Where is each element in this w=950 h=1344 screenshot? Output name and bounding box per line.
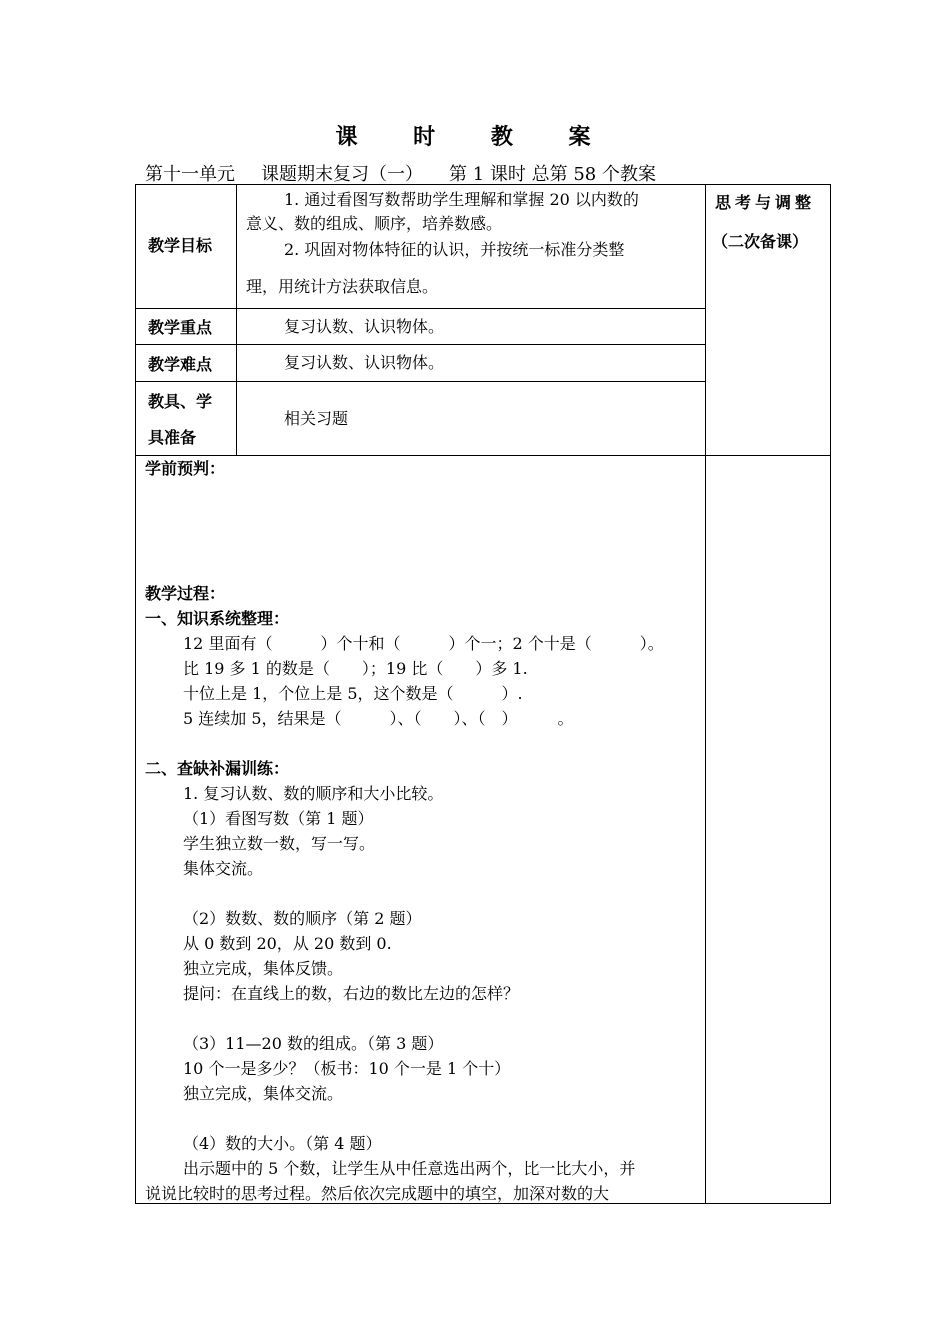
section1-line4: 5 连续加 5，结果是（ ）、（ ）、（ ） 。 [183, 709, 574, 728]
section1-line3: 十位上是 1，个位上是 5，这个数是（ ）. [183, 684, 523, 703]
tools-text: 相关习题 [284, 409, 349, 428]
key-label: 教学重点 [148, 318, 213, 337]
section2-line9: （3）11—20 数的组成。（第 3 题） [183, 1034, 444, 1053]
section2-line14: 说说比较时的思考过程。然后依次完成题中的填空，加深对数的大 [145, 1184, 610, 1203]
tools-label-line2: 具准备 [148, 428, 197, 447]
tools-label-line1: 教具、学 [148, 392, 213, 411]
section1-line1: 12 里面有（ ）个十和（ ）个一；2 个十是（ ）。 [183, 634, 664, 653]
process-heading: 教学过程： [145, 584, 226, 603]
prejudge-heading: 学前预判： [145, 459, 226, 478]
lesson-subtitle [145, 160, 656, 186]
section2-line5: （2）数数、数的顺序（第 2 题） [183, 909, 422, 928]
unit-label: 第十一单元 [145, 164, 235, 185]
section2-line11: 独立完成，集体交流。 [183, 1084, 344, 1103]
section2-line7: 独立完成，集体反馈。 [183, 959, 344, 978]
section2-line4: 集体交流。 [183, 859, 264, 878]
section2-line6: 从 0 数到 20，从 20 数到 0. [183, 934, 392, 953]
side-header-subtitle: （二次备课） [712, 232, 809, 251]
page-title: 课 时 教 案 [335, 125, 615, 150]
goal-text-line2: 意义、数的组成、顺序，培养数感。 [246, 214, 503, 233]
section2-heading: 二、查缺补漏训练： [145, 759, 290, 778]
diff-text: 复习认数、认识物体。 [284, 353, 445, 372]
key-text: 复习认数、认识物体。 [284, 317, 445, 336]
side-column-divider [705, 184, 706, 1204]
side-header-title: 思考与调整 [715, 193, 816, 212]
section2-line13: 出示题中的 5 个数，让学生从中任意选出两个，比一比大小，并 [183, 1159, 636, 1178]
row-divider-key [135, 344, 705, 345]
goal-text-line4: 理，用统计方法获取信息。 [246, 277, 439, 296]
section1-heading: 一、知识系统整理： [145, 609, 290, 628]
period-label: 第 1 课时 总第 58 个教案 [449, 164, 656, 185]
section1-line2: 比 19 多 1 的数是（ ）；19 比（ ）多 1. [183, 659, 528, 678]
goal-label: 教学目标 [148, 236, 213, 255]
topic-label: 课题期末复习（一） [261, 164, 423, 185]
section2-line8: 提问：在直线上的数，右边的数比左边的怎样？ [183, 984, 520, 1003]
goal-text-line1: 1. 通过看图写数帮助学生理解和掌握 20 以内数的 [284, 190, 639, 209]
label-column-divider [236, 184, 237, 456]
diff-label: 教学难点 [148, 355, 213, 374]
section2-line10: 10 个一是多少？（板书：10 个一是 1 个十） [183, 1059, 511, 1078]
section2-line12: （4）数的大小。（第 4 题） [183, 1134, 382, 1153]
row-divider-goal [135, 308, 705, 309]
goal-text-line3: 2. 巩固对物体特征的认识，并按统一标准分类整 [284, 240, 625, 259]
section2-line3: 学生独立数一数，写一写。 [183, 834, 376, 853]
section2-line1: 1. 复习认数、数的顺序和大小比较。 [183, 784, 444, 803]
section2-line2: （1）看图写数（第 1 题） [183, 809, 374, 828]
row-divider-diff [135, 381, 705, 382]
row-divider-tools [135, 455, 831, 456]
